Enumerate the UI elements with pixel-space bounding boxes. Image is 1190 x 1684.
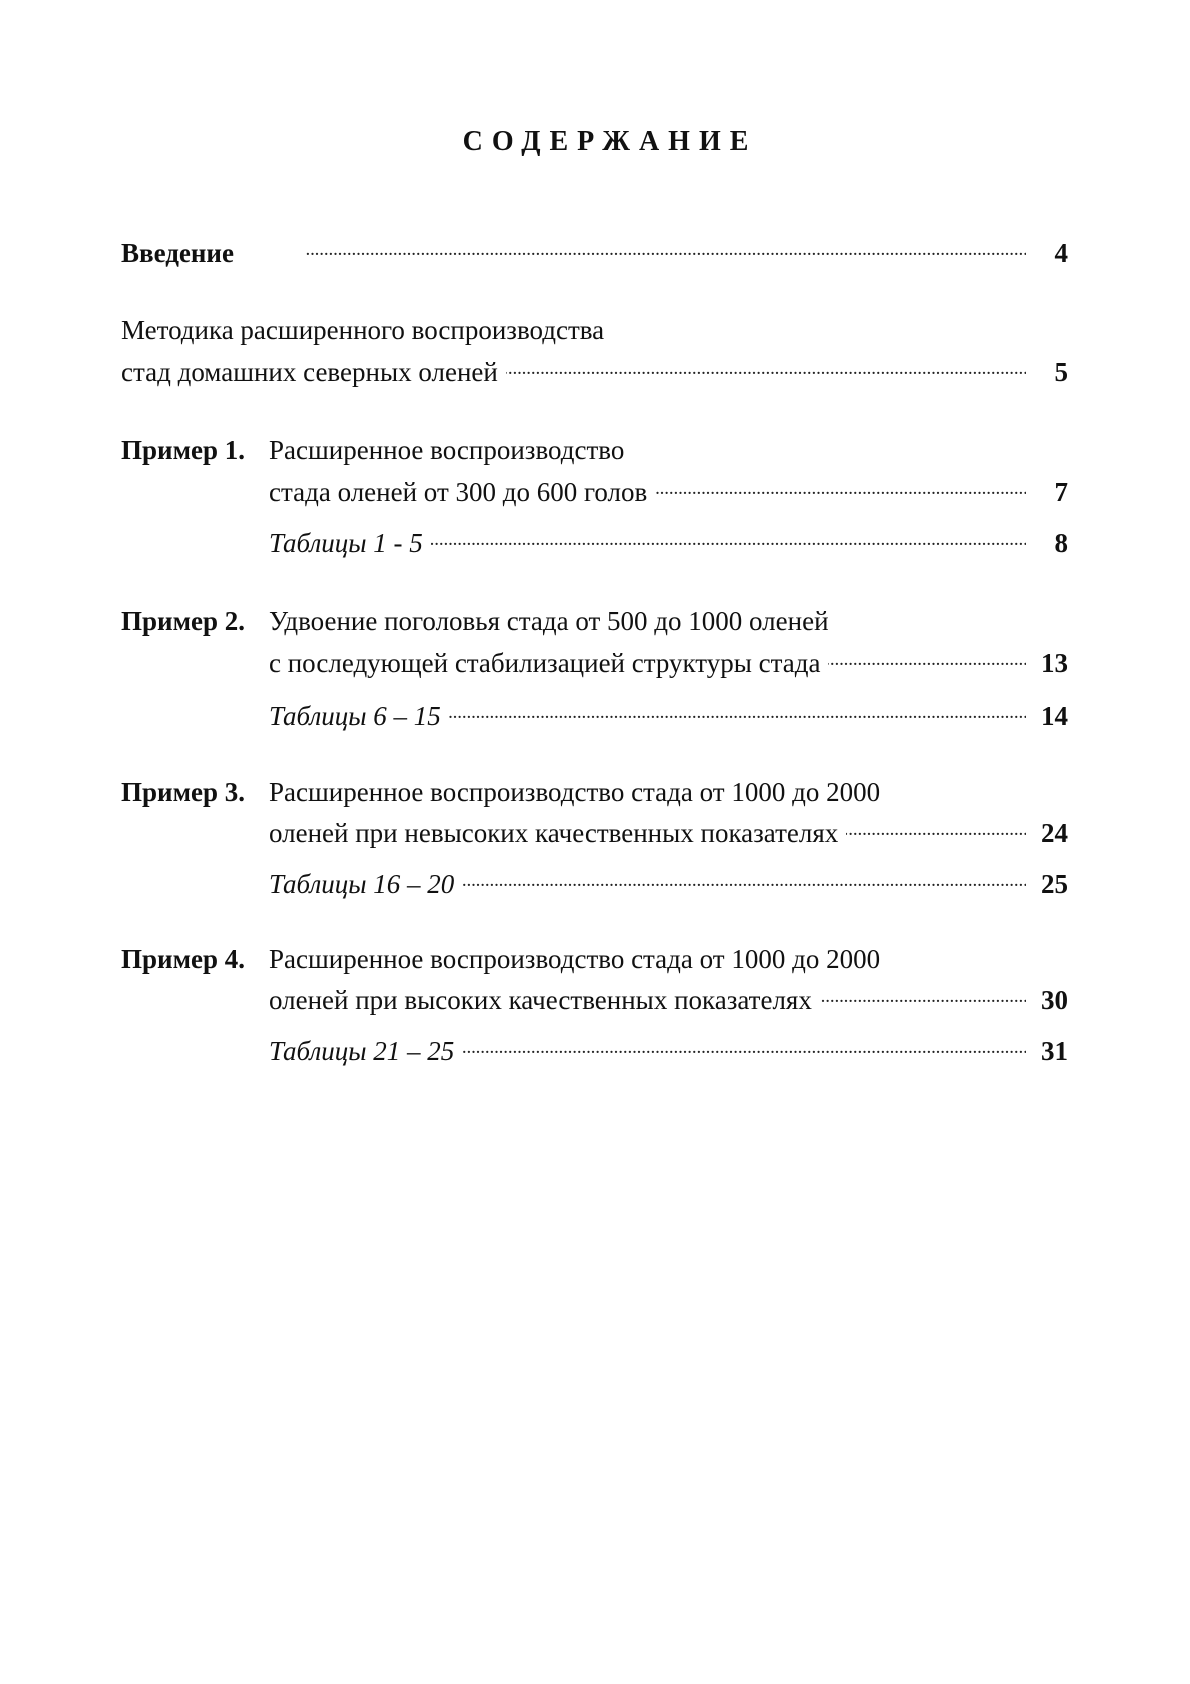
entry-title-line1: Расширенное воспроизводство: [269, 435, 625, 465]
dot-leader: [828, 638, 1026, 672]
page-number: 30: [1041, 985, 1068, 1015]
toc-entry-intro[interactable]: [121, 228, 1068, 268]
dot-leader: [820, 975, 1026, 1009]
toc-entry-method[interactable]: [121, 347, 1068, 387]
dot-leader: [242, 228, 1026, 262]
example-label: Пример 4.: [121, 944, 245, 974]
toc-entry-example3[interactable]: [269, 808, 1068, 848]
page-number: 31: [1041, 1036, 1068, 1066]
page-number: 4: [1054, 238, 1068, 268]
toc-entry-example2[interactable]: [269, 638, 1068, 678]
page-number: 7: [1054, 477, 1068, 507]
page-number: 5: [1054, 357, 1068, 387]
page-number: 14: [1041, 701, 1068, 731]
dot-leader: [431, 518, 1026, 552]
dot-leader: [846, 808, 1026, 842]
example-label: Пример 2.: [121, 606, 245, 636]
toc-entry-example1-tables[interactable]: [269, 518, 1068, 558]
entry-title-line1: Расширенное воспроизводство стада от 1000 до 2000: [269, 777, 881, 807]
entry-title-line1: Удвоение поголовья стада от 500 до 1000 оленей: [269, 606, 829, 636]
toc-entry-example4[interactable]: [269, 975, 1068, 1015]
tables-title: Таблицы 21 – 25: [269, 1036, 455, 1066]
toc-title: СОДЕРЖАНИЕ: [462, 126, 758, 157]
entry-title-line2: оленей при высоких качественных показателях: [269, 985, 812, 1015]
example-label: Пример 1.: [121, 435, 245, 465]
toc-entry-example2-line1: [269, 604, 1068, 638]
toc-entry-example4-tables[interactable]: [269, 1026, 1068, 1066]
entry-title-line2: стада оленей от 300 до 600 голов: [269, 477, 648, 507]
dot-leader: [449, 691, 1026, 725]
dot-leader: [655, 467, 1026, 501]
toc-entry-example3-line1: [269, 775, 1068, 809]
entry-title-line2: с последующей стабилизацией структуры стада: [269, 648, 821, 678]
page-number: 8: [1054, 528, 1068, 558]
tables-title: Таблицы 1 - 5: [269, 528, 423, 558]
dot-leader: [462, 859, 1026, 893]
toc-entry-example1[interactable]: [269, 467, 1068, 507]
tables-title: Таблицы 6 – 15: [269, 701, 441, 731]
page-number: 25: [1041, 869, 1068, 899]
toc-entry-example3-tables[interactable]: [269, 859, 1068, 899]
dot-leader: [462, 1026, 1026, 1060]
entry-title-line2: оленей при невысоких качественных показателях: [269, 818, 839, 848]
dot-leader: [506, 347, 1026, 381]
toc-entry-example2-tables[interactable]: [269, 691, 1068, 731]
entry-title-line1: Расширенное воспроизводство стада от 1000 до 2000: [269, 944, 881, 974]
example-label: Пример 3.: [121, 777, 245, 807]
entry-title-line2: стад домашних северных оленей: [121, 357, 498, 387]
toc-entry-example4-line1: [269, 942, 1068, 976]
toc-entry-example1-line1: [269, 433, 1068, 467]
entry-title-line1: Методика расширенного воспроизводства: [121, 315, 605, 345]
entry-title: Введение: [121, 238, 234, 268]
page-number: 24: [1041, 818, 1068, 848]
toc-entry-method-line1: [121, 313, 1068, 347]
tables-title: Таблицы 16 – 20: [269, 869, 455, 899]
page-number: 13: [1041, 648, 1068, 678]
